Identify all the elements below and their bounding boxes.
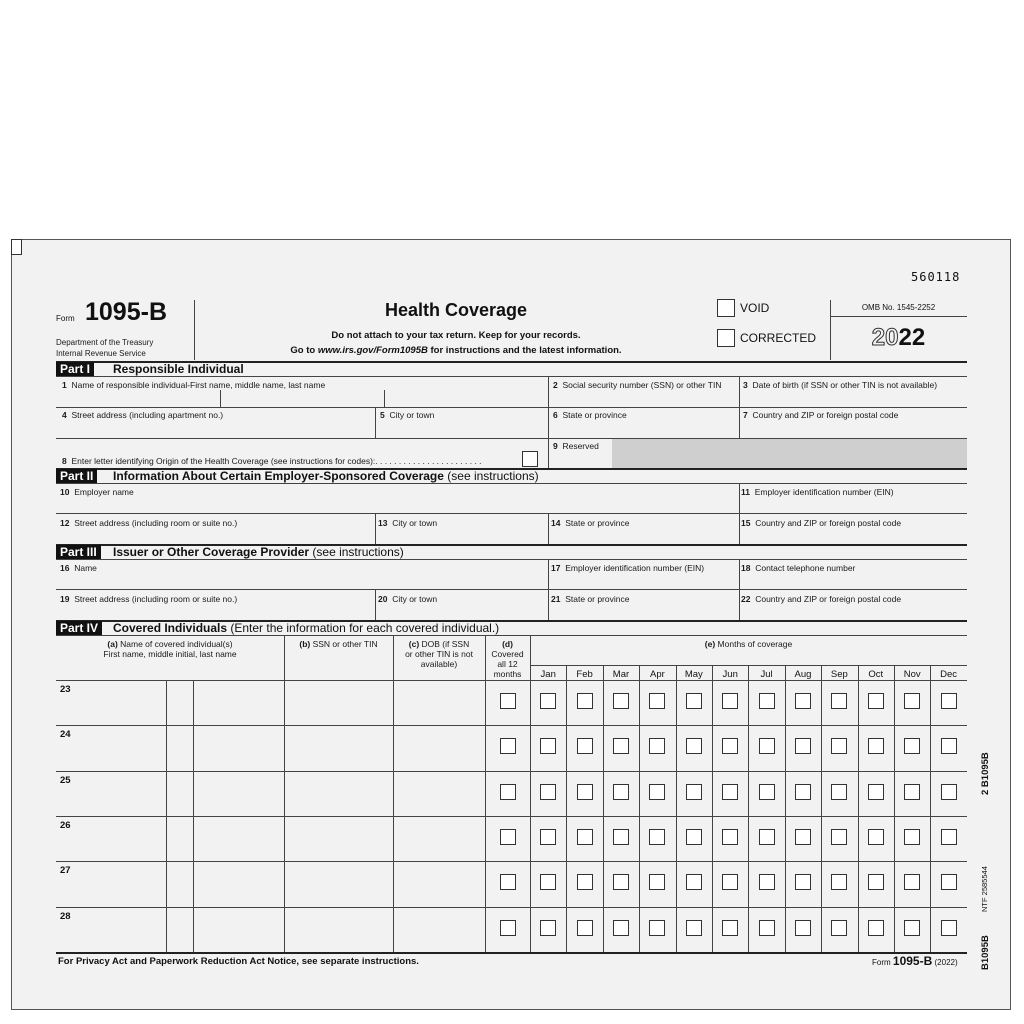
- month-checkbox-apr[interactable]: [649, 920, 665, 936]
- row-divider: [56, 816, 967, 817]
- month-divider: [894, 665, 895, 952]
- row-divider: [56, 771, 967, 772]
- field11-label: 11 Employer identification number (EIN): [741, 487, 894, 497]
- field12-label: 12 Street address (including room or suite no.): [60, 518, 238, 528]
- month-header-aug: Aug: [794, 669, 812, 680]
- footer-form-ref: Form 1095-B (2022): [872, 954, 958, 968]
- month-header-apr: Apr: [649, 669, 665, 680]
- part3-title: Issuer or Other Coverage Provider (see instructions): [113, 545, 404, 559]
- month-checkbox-aug[interactable]: [795, 920, 811, 936]
- field18-label: 18 Contact telephone number: [741, 563, 856, 573]
- month-checkbox-nov[interactable]: [904, 920, 920, 936]
- month-checkbox-jul[interactable]: [759, 920, 775, 936]
- month-checkbox-may[interactable]: [686, 693, 702, 709]
- month-checkbox-apr[interactable]: [649, 829, 665, 845]
- month-checkbox-oct[interactable]: [868, 784, 884, 800]
- row-number: 25: [60, 774, 71, 786]
- month-checkbox-sep[interactable]: [831, 920, 847, 936]
- form-word: Form: [56, 314, 75, 323]
- row-divider: [56, 725, 967, 726]
- month-checkbox-feb[interactable]: [577, 738, 593, 754]
- table-row: [12, 816, 13, 817]
- field21-label: 21 State or province: [551, 594, 630, 604]
- table-row: [12, 725, 13, 726]
- row-divider: [56, 861, 967, 862]
- month-divider: [639, 665, 640, 952]
- field5-label: 5 City or town: [380, 410, 435, 420]
- month-checkbox-feb[interactable]: [577, 829, 593, 845]
- month-checkbox-jun[interactable]: [722, 693, 738, 709]
- month-checkbox-sep[interactable]: [831, 784, 847, 800]
- void-label: VOID: [740, 301, 770, 315]
- instruction-url[interactable]: www.irs.gov/Form1095B: [317, 345, 428, 356]
- table-row: [12, 861, 13, 862]
- month-header-mar: Mar: [612, 669, 630, 680]
- month-checkbox-jan[interactable]: [540, 693, 556, 709]
- part4-tag: Part IV: [56, 621, 102, 635]
- instruction-line1: Do not attach to your tax return. Keep for your records.: [331, 330, 581, 341]
- all-12-months-checkbox[interactable]: [500, 784, 516, 800]
- month-divider: [785, 665, 786, 952]
- field1-label: 1 Name of responsible individual-First name, middle name, last name: [62, 380, 326, 390]
- part2-title: Information About Certain Employer-Sponsored Coverage (see instructions): [113, 469, 539, 483]
- row-divider: [56, 907, 967, 908]
- month-header-feb: Feb: [576, 669, 593, 680]
- field9-label: 9 Reserved: [553, 441, 599, 451]
- field20-label: 20 City or town: [378, 594, 438, 604]
- month-header-jan: Jan: [540, 669, 556, 680]
- part1-tag: Part I: [56, 362, 94, 376]
- month-checkbox-aug[interactable]: [795, 829, 811, 845]
- form-title: Health Coverage: [384, 300, 528, 320]
- month-divider: [821, 665, 822, 952]
- month-header-jul: Jul: [760, 669, 773, 680]
- month-checkbox-dec[interactable]: [941, 693, 957, 709]
- month-divider: [603, 665, 604, 952]
- month-checkbox-jun[interactable]: [722, 920, 738, 936]
- month-checkbox-jun[interactable]: [722, 874, 738, 890]
- month-checkbox-nov[interactable]: [904, 693, 920, 709]
- instruction-line2: Go to www.irs.gov/Form1095B for instructions and the latest information.: [290, 345, 622, 356]
- field14-label: 14 State or province: [551, 518, 630, 528]
- field2-label: 2 Social security number (SSN) or other TIN: [553, 380, 722, 390]
- row-number: 23: [60, 684, 71, 695]
- month-checkbox-sep[interactable]: [831, 738, 847, 754]
- month-checkbox-dec[interactable]: [941, 738, 957, 754]
- dept-line2: Internal Revenue Service: [56, 349, 146, 358]
- row-number: 24: [60, 729, 71, 741]
- table-row: [12, 771, 13, 772]
- reserved-shading: [612, 439, 967, 468]
- all-12-months-checkbox[interactable]: [500, 738, 516, 754]
- month-checkbox-aug[interactable]: [795, 693, 811, 709]
- field13-label: 13 City or town: [378, 518, 438, 528]
- all-12-months-checkbox[interactable]: [500, 693, 516, 709]
- col-e-header: (e) Months of coverage: [704, 639, 793, 649]
- month-checkbox-may[interactable]: [686, 920, 702, 936]
- row-number: 27: [60, 865, 71, 877]
- month-checkbox-may[interactable]: [686, 874, 702, 890]
- part3-tag: Part III: [56, 545, 101, 559]
- month-header-dec: Dec: [940, 669, 958, 680]
- month-checkbox-oct[interactable]: [868, 738, 884, 754]
- corner-code: 560118: [911, 270, 961, 284]
- form-number: 1095-B: [85, 298, 167, 326]
- month-checkbox-jul[interactable]: [759, 829, 775, 845]
- field8-label: 8 Enter letter identifying Origin of the Health Coverage (see instructions for codes):. . . . . . . . . . . . . . . . . . . . . . .: [62, 456, 482, 466]
- month-checkbox-oct[interactable]: [868, 829, 884, 845]
- month-divider: [930, 665, 931, 952]
- month-checkbox-nov[interactable]: [904, 829, 920, 845]
- month-checkbox-feb[interactable]: [577, 920, 593, 936]
- month-checkbox-feb[interactable]: [577, 693, 593, 709]
- field10-label: 10 Employer name: [60, 487, 134, 497]
- month-header-oct: Oct: [868, 669, 884, 680]
- month-checkbox-jan[interactable]: [540, 920, 556, 936]
- table-row: [12, 680, 13, 681]
- month-checkbox-oct[interactable]: [868, 874, 884, 890]
- month-checkbox-mar[interactable]: [613, 874, 629, 890]
- month-header-nov: Nov: [903, 669, 921, 680]
- month-checkbox-mar[interactable]: [613, 920, 629, 936]
- month-checkbox-sep[interactable]: [831, 874, 847, 890]
- month-checkbox-oct[interactable]: [868, 693, 884, 709]
- month-checkbox-may[interactable]: [686, 784, 702, 800]
- part1-title: Responsible Individual: [113, 362, 244, 376]
- month-checkbox-mar[interactable]: [613, 829, 629, 845]
- origin-code-box[interactable]: [522, 451, 538, 467]
- month-checkbox-jul[interactable]: [759, 693, 775, 709]
- field4-label: 4 Street address (including apartment no.): [62, 410, 224, 420]
- month-checkbox-apr[interactable]: [649, 784, 665, 800]
- month-checkbox-jul[interactable]: [759, 874, 775, 890]
- month-checkbox-aug[interactable]: [795, 784, 811, 800]
- month-checkbox-mar[interactable]: [613, 693, 629, 709]
- month-header-sep: Sep: [830, 669, 848, 680]
- registration-mark: [11, 239, 22, 255]
- month-checkbox-oct[interactable]: [868, 920, 884, 936]
- month-checkbox-jan[interactable]: [540, 784, 556, 800]
- month-checkbox-sep[interactable]: [831, 693, 847, 709]
- month-checkbox-mar[interactable]: [613, 784, 629, 800]
- month-checkbox-nov[interactable]: [904, 738, 920, 754]
- month-checkbox-jul[interactable]: [759, 738, 775, 754]
- month-checkbox-jan[interactable]: [540, 738, 556, 754]
- row-number: 28: [60, 910, 71, 922]
- month-checkbox-apr[interactable]: [649, 738, 665, 754]
- month-header-jun: Jun: [722, 669, 738, 680]
- omb-number: OMB No. 1545-2252: [861, 303, 936, 312]
- month-checkbox-mar[interactable]: [613, 738, 629, 754]
- tax-year: 2022: [871, 324, 926, 351]
- month-checkbox-feb[interactable]: [577, 874, 593, 890]
- month-checkbox-jul[interactable]: [759, 784, 775, 800]
- all-12-months-checkbox[interactable]: [500, 920, 516, 936]
- corrected-label: CORRECTED: [740, 331, 817, 345]
- month-checkbox-dec[interactable]: [941, 874, 957, 890]
- month-checkbox-feb[interactable]: [577, 784, 593, 800]
- row-number: 26: [60, 819, 71, 831]
- month-checkbox-nov[interactable]: [904, 874, 920, 890]
- month-divider: [676, 665, 677, 952]
- month-checkbox-jun[interactable]: [722, 784, 738, 800]
- corrected-checkbox[interactable]: [717, 329, 735, 347]
- field22-label: 22 Country and ZIP or foreign postal code: [741, 594, 902, 604]
- all-12-months-checkbox[interactable]: [500, 829, 516, 845]
- col-c-header: (c) DOB (if SSN or other TIN is not available): [405, 639, 473, 669]
- month-checkbox-jan[interactable]: [540, 829, 556, 845]
- month-checkbox-jan[interactable]: [540, 874, 556, 890]
- part4-title: Covered Individuals (Enter the information for each covered individual.): [113, 621, 500, 635]
- col-a-header: (a) Name of covered individual(s) First name, middle initial, last name: [103, 639, 237, 659]
- month-divider: [748, 665, 749, 952]
- field15-label: 15 Country and ZIP or foreign postal code: [741, 518, 902, 528]
- month-checkbox-jun[interactable]: [722, 829, 738, 845]
- month-checkbox-dec[interactable]: [941, 920, 957, 936]
- month-checkbox-sep[interactable]: [831, 829, 847, 845]
- month-checkbox-may[interactable]: [686, 829, 702, 845]
- field3-label: 3 Date of birth (if SSN or other TIN is not available): [743, 380, 938, 390]
- field19-label: 19 Street address (including room or suite no.): [60, 594, 238, 604]
- field7-label: 7 Country and ZIP or foreign postal code: [743, 410, 899, 420]
- col-d-header: (d) Covered all 12 months: [491, 639, 524, 679]
- form-1095b: 560118 Form 1095-B Department of the Treasury Internal Revenue Service Health Coverage Do not attach to your tax return. Keep for your records. Go to www.irs.gov/Form1095B for instructions and the latest information. VOID CORRECTED OMB No. 1545-2252 2022 Part I Responsible Individual 1 Name of responsible individual-First name, middle name, last name 2 Social security number (SSN) or other TIN 3 Date of birth (if SSN or other TIN is not available) 4 Street address (including apartment no.) 5 City or town 6 State or province 7 Country and ZIP or foreign postal code 9 Reserved 8 Enter letter identifying Origin of the Health Coverage (see instructions for codes):. . . . . . . . . . . . . . . . . . . . . . . Part II Information About Certain Employer-Sponsored Coverage (see instructions) 10 Employer name 11 Employer identification number (EIN) 12 Street address (including room or suite no.) 13 City or town 14 State or province 15 Country and ZIP or foreign postal code Part III Issuer or Other Coverage Provider (see instructions) 16 Name 17 Employer identification number (EIN) 18 Contact telephone number 19 Street address (including room or suite no.) 20 City or town 21 State or province 22 Country and ZIP or foreign postal code Part IV Covered Individuals (Enter the information for each covered individual.) (a) Name of covered individual(s) First name, middle initial, last name (b) SSN or other TIN (c) DOB (if SSN or other TIN is not available) (d) Covered all 12 months (e) Months of coverage Jan Feb Mar Apr May Jun Jul Aug Sep Oct Nov Dec For Privacy Act and Paperwork Reduction Act Notice, see separate instructions. Form 1095-B (2022) 2 B1095B NTF 2585544 B1095B 23 24 25 26 27 28: [11, 239, 1011, 1010]
- void-checkbox[interactable]: [717, 299, 735, 317]
- month-checkbox-may[interactable]: [686, 738, 702, 754]
- month-header-may: May: [684, 669, 703, 680]
- month-checkbox-nov[interactable]: [904, 784, 920, 800]
- all-12-months-checkbox[interactable]: [500, 874, 516, 890]
- col-b-header: (b) SSN or other TIN: [299, 639, 378, 649]
- month-checkbox-apr[interactable]: [649, 874, 665, 890]
- month-checkbox-jun[interactable]: [722, 738, 738, 754]
- field6-label: 6 State or province: [553, 410, 627, 420]
- month-divider: [712, 665, 713, 952]
- table-row: [12, 907, 13, 908]
- month-divider: [566, 665, 567, 952]
- part2-tag: Part II: [56, 469, 97, 483]
- field17-label: 17 Employer identification number (EIN): [551, 563, 705, 573]
- dept-line1: Department of the Treasury: [56, 338, 154, 347]
- month-checkbox-aug[interactable]: [795, 874, 811, 890]
- field16-label: 16 Name: [60, 563, 97, 573]
- month-checkbox-apr[interactable]: [649, 693, 665, 709]
- privacy-notice: For Privacy Act and Paperwork Reduction Act Notice, see separate instructions.: [58, 956, 419, 967]
- month-checkbox-dec[interactable]: [941, 784, 957, 800]
- month-divider: [858, 665, 859, 952]
- month-checkbox-aug[interactable]: [795, 738, 811, 754]
- month-checkbox-dec[interactable]: [941, 829, 957, 845]
